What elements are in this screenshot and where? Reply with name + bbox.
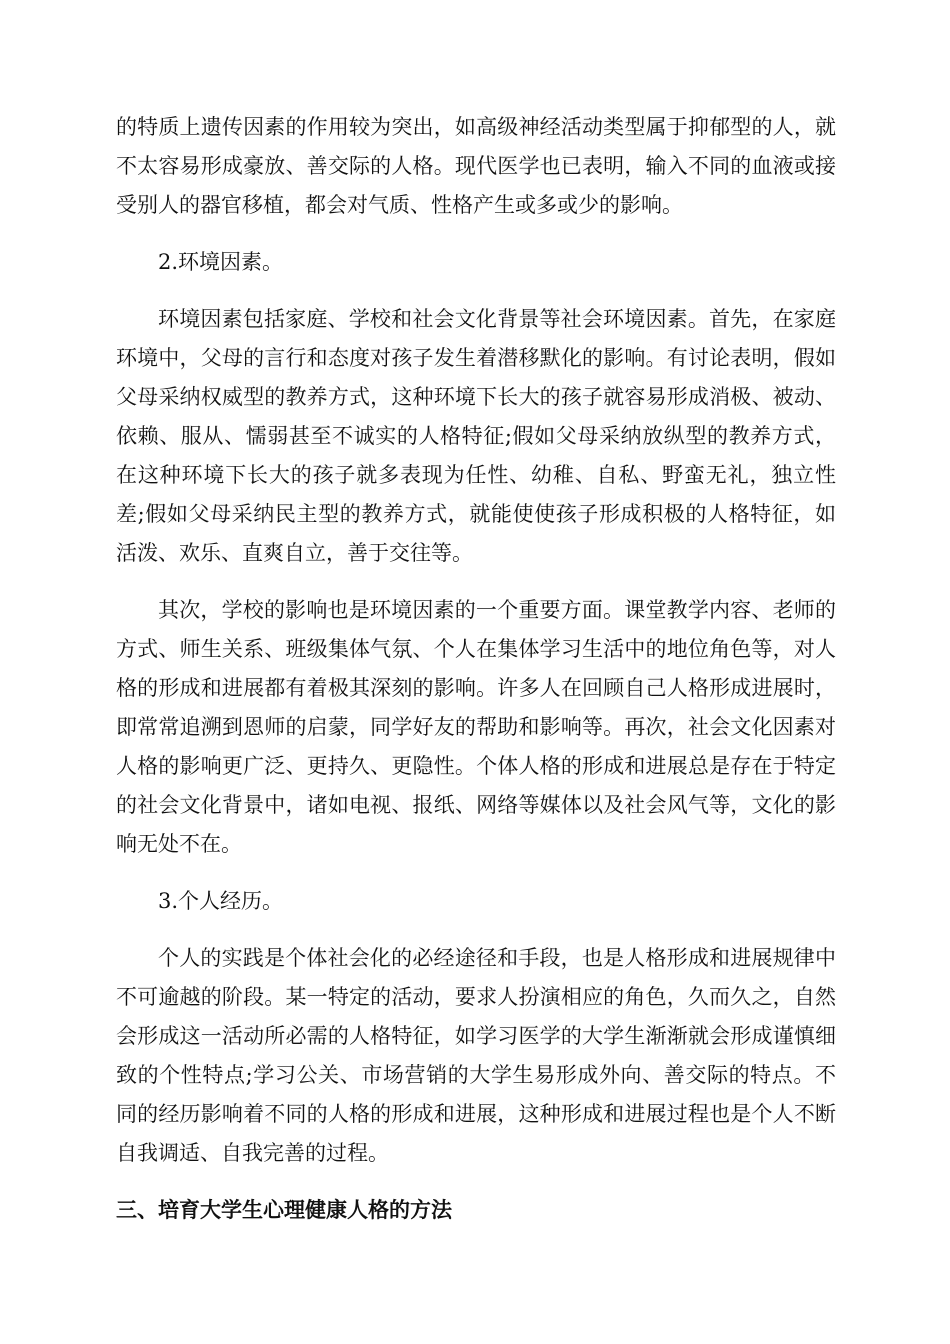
paragraph-school-and-culture: 其次，学校的影响也是环境因素的一个重要方面。课堂教学内容、老师的方式、师生关系、班级集体气氛、个人在集体学习生活中的地位角色等，对人格的形成和进展都有着极其深刻的影响。许多人在回顾自己人格形成进展时，即常常追溯到恩师的启蒙，同学好友的帮助和影响等。再次，社会文化因素对人格的影响更广泛、更持久、更隐性。个体人格的形成和进展总是存在于特定的社会文化背景中，诸如电视、报纸、网络等媒体以及社会风气等，文化的影响无处不在。 — [116, 598, 836, 856]
document-page — [116, 108, 836, 1230]
subheading-personal-experience: 3.个人经历。 — [158, 889, 284, 913]
paragraph-personal-practice: 个人的实践是个体社会化的必经途径和手段，也是人格形成和进展规律中不可逾越的阶段。某一特定的活动，要求人扮演相应的角色，久而久之，自然会形成这一活动所必需的人格特征，如学习医学的大学生渐渐就会形成谨慎细致的个性特点;学习公关、市场营销的大学生易形成外向、善交际的特点。不同的经历影响着不同的人格的形成和进展，这种形成和进展过程也是个人不断自我调适、自我完善的过程。 — [116, 946, 836, 1165]
paragraph-family-environment: 环境因素包括家庭、学校和社会文化背景等社会环境因素。首先，在家庭环境中，父母的言行和态度对孩子发生着潜移默化的影响。有讨论表明，假如父母采纳权威型的教养方式，这种环境下长大的孩子就容易形成消极、被动、依赖、服从、懦弱甚至不诚实的人格特征;假如父母采纳放纵型的教养方式，在这种环境下长大的孩子就多表现为任性、幼稚、自私、野蛮无礼，独立性差;假如父母采纳民主型的教养方式，就能使使孩子形成积极的人格特征，如活泼、欢乐、直爽自立，善于交往等。 — [116, 307, 836, 565]
section-title-methods: 三、培育大学生心理健康人格的方法 — [116, 1198, 452, 1222]
subheading-environment-factors: 2.环境因素。 — [158, 250, 284, 274]
paragraph-heredity-continued: 的特质上遗传因素的作用较为突出，如高级神经活动类型属于抑郁型的人，就不太容易形成豪放、善交际的人格。现代医学也已表明，输入不同的血液或接受别人的器官移植，都会对气质、性格产生或多或少的影响。 — [116, 115, 836, 217]
